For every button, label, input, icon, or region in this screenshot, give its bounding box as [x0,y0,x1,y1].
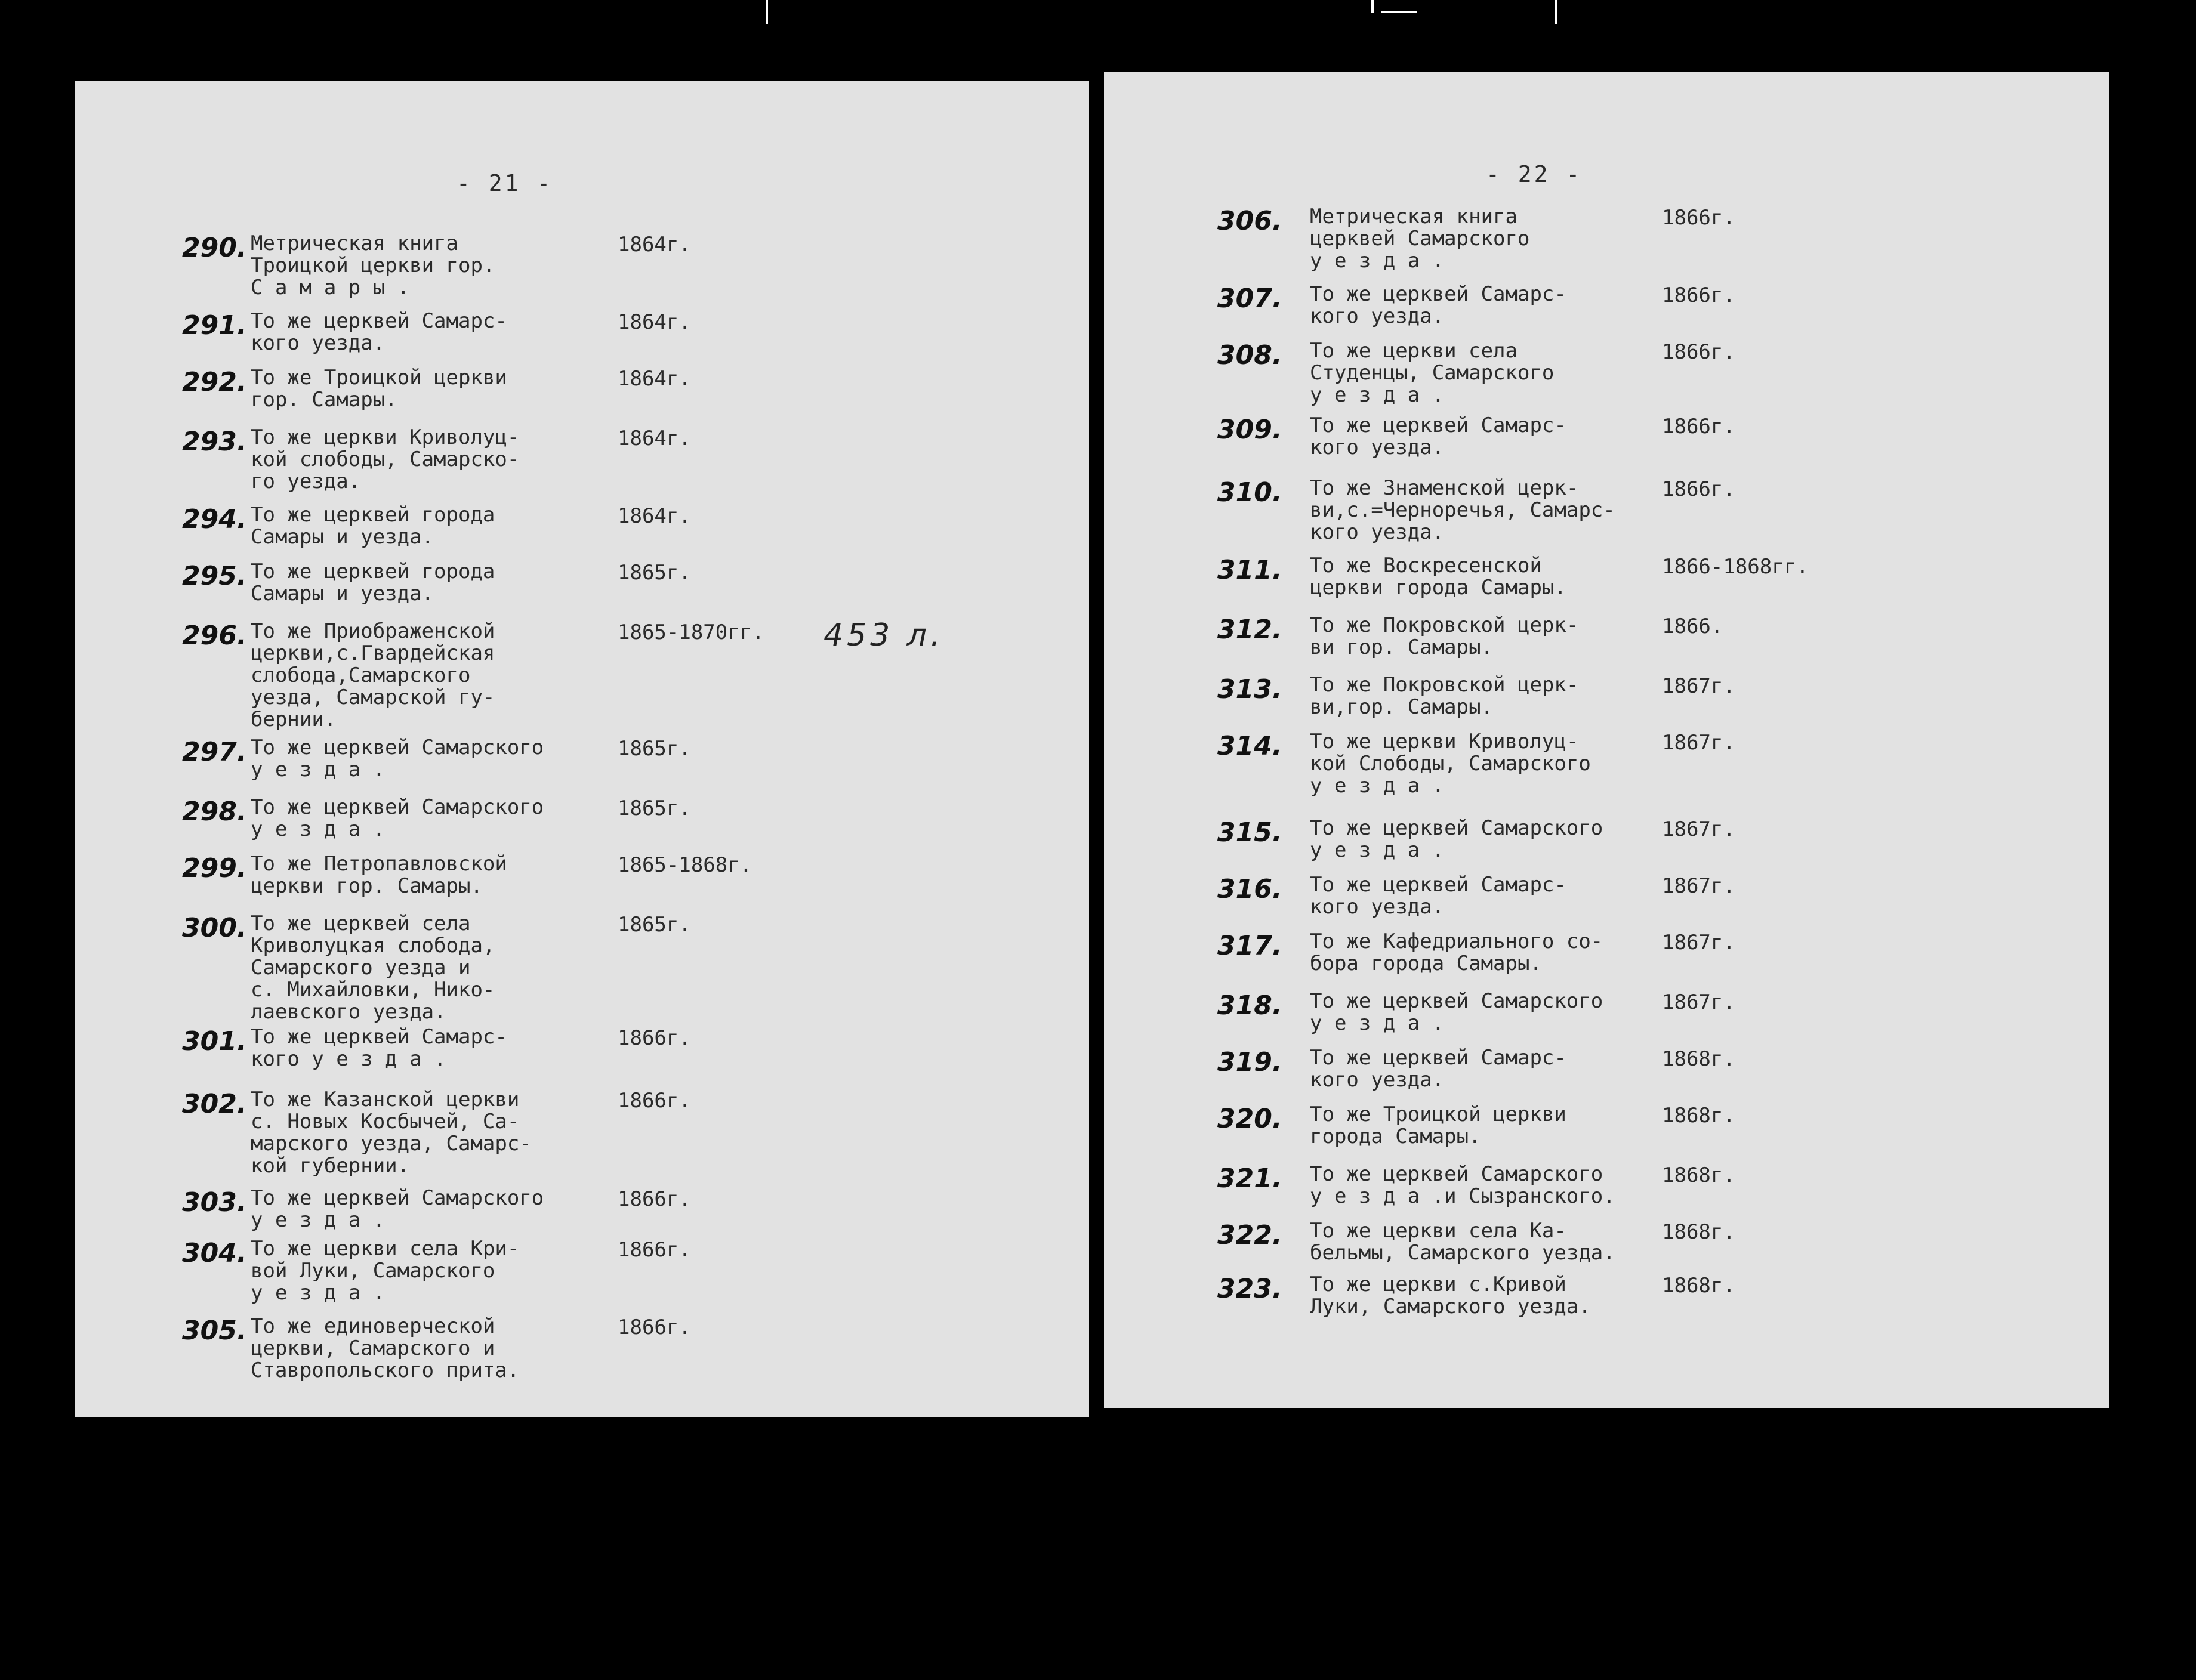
entry-year: 1865г. [618,561,691,585]
entry-number: 297. [182,737,247,767]
entry-description: То же церквей Самарского у е з д а . [1310,989,1603,1035]
entry-year: 1866г. [618,1026,691,1050]
entry-number: 308. [1217,340,1282,370]
entry-year: 1866г. [1662,477,1735,501]
entry-number: 300. [182,913,247,943]
entry-year: 1867г. [1662,674,1735,698]
entry-number: 319. [1217,1047,1282,1077]
top-edge-mark [1555,0,1557,24]
entry-description: То же церквей Самарс- кого уезда. [1310,873,1566,919]
entry-description: То же церквей Самарского у е з д а . [1310,816,1603,862]
entry-number: 306. [1217,206,1282,236]
entry-year: 1868г. [1662,1047,1735,1071]
entry-description: То же церкви с.Кривой Луки, Самарского уезда. [1310,1273,1591,1318]
entry-description: То же Казанской церкви с. Новых Косбычей, Са- марского уезда, Самарс- кой губернии. [251,1088,532,1178]
entry-number: 304. [182,1238,247,1268]
entry-description: То же церквей Самарс- кого уезда. [1310,413,1566,459]
entry-number: 293. [182,427,247,457]
entry-year: 1865г. [618,913,691,937]
entry-number: 314. [1217,731,1282,761]
entry-description: То же Троицкой церкви гор. Самары. [251,366,507,412]
entry-number: 294. [182,504,247,535]
entry-number: 311. [1217,555,1282,585]
entry-year: 1867г. [1662,931,1735,955]
page-number: - 22 - [1486,161,1583,187]
entry-description: То же Знаменской церк- ви,с.=Черноречья, Самарс- кого уезда. [1310,476,1615,544]
entry-year: 1865г. [618,796,691,820]
handwritten-sheet-count: 453 л. [824,617,944,653]
entry-number: 305. [182,1315,247,1346]
entry-year: 1868г. [1662,1163,1735,1187]
entry-description: То же церкви Криволуц- кой Слободы, Самарского у е з д а . [1310,730,1591,798]
entry-number: 322. [1217,1220,1282,1250]
entry-year: 1866г. [1662,415,1735,438]
entry-number: 320. [1217,1104,1282,1134]
entry-description: То же Троицкой церкви города Самары. [1310,1102,1566,1148]
entry-description: То же церквей села Криволуцкая слобода, Самарского уезда и с. Михайловки, Нико- лаевского уезда. [251,912,495,1024]
entry-year: 1864г. [618,367,691,391]
left-page [75,81,1089,1417]
entry-year: 1866-1868гг. [1662,555,1809,579]
top-edge-mark [1371,0,1374,13]
entry-description: То же церквей Самарского у е з д а . [251,1186,544,1232]
entry-year: 1866г. [618,1315,691,1339]
entry-description: То же Воскресенской церкви города Самары. [1310,554,1566,600]
entry-number: 296. [182,620,247,651]
entry-description: То же церквей Самарского у е з д а . [251,736,544,782]
entry-description: То же церквей Самарс- кого уезда. [1310,282,1566,328]
entry-number: 301. [182,1026,247,1057]
entry-description: То же Покровской церк- ви,гор. Самары. [1310,673,1579,719]
entry-year: 1867г. [1662,990,1735,1014]
entry-number: 295. [182,561,247,591]
entry-year: 1864г. [618,504,691,528]
entry-description: То же церквей Самарс- кого уезда. [1310,1046,1566,1092]
entry-number: 317. [1217,931,1282,961]
entry-number: 299. [182,853,247,884]
entry-number: 321. [1217,1163,1282,1194]
entry-description: То же церквей города Самары и уезда. [251,560,495,606]
entry-description: То же церквей Самарс- кого у е з д а . [251,1025,507,1071]
entry-year: 1868г. [1662,1274,1735,1298]
entry-description: То же Петропавловской церкви гор. Самары. [251,852,507,898]
entry-year: 1867г. [1662,731,1735,755]
right-page [1104,72,2109,1408]
entry-year: 1867г. [1662,817,1735,841]
entry-year: 1866. [1662,614,1723,638]
entry-description: То же церкви села Кри- вой Луки, Самарского у е з д а . [251,1237,520,1305]
entry-year: 1865-1868г. [618,853,752,877]
entry-number: 292. [182,367,247,397]
entry-year: 1865г. [618,737,691,761]
entry-description: То же церкви села Ка- бельмы, Самарского уезда. [1310,1219,1615,1265]
entry-description: Метрическая книга церквей Самарского у е з д а . [1310,205,1530,273]
top-edge-mark [766,0,768,24]
entry-description: То же церквей Самарского у е з д а . [251,795,544,841]
entry-year: 1864г. [618,310,691,334]
entry-description: То же церкви села Студенцы, Самарского у е з д а . [1310,339,1555,407]
entry-number: 298. [182,796,247,827]
entry-year: 1867г. [1662,874,1735,898]
entry-description: То же церкви Криволуц- кой слободы, Самарско- го уезда. [251,425,520,493]
entry-number: 302. [182,1089,247,1119]
entry-number: 290. [182,233,247,263]
entry-number: 309. [1217,415,1282,445]
entry-number: 313. [1217,674,1282,705]
entry-year: 1864г. [618,233,691,257]
entry-number: 312. [1217,614,1282,645]
entry-number: 318. [1217,990,1282,1021]
entry-description: То же Кафедриального со- бора города Самары. [1310,929,1603,975]
entry-year: 1866г. [1662,340,1735,364]
top-edge-mark [1381,11,1417,13]
entry-year: 1866г. [618,1089,691,1113]
entry-number: 323. [1217,1274,1282,1304]
entry-number: 291. [182,310,247,341]
entry-description: То же единоверческой церкви, Самарского и Ставропольского прита. [251,1314,520,1382]
entry-description: То же Приображенской церкви,с.Гвардейская слобода,Самарского уезда, Самарской гу- бернии. [251,619,495,731]
entry-description: То же церквей Самарского у е з д а .и Сызранского. [1310,1162,1615,1208]
entry-description: То же Покровской церк- ви гор. Самары. [1310,613,1579,659]
entry-year: 1868г. [1662,1104,1735,1128]
entry-description: То же церквей города Самары и уезда. [251,503,495,549]
entry-description: Метрическая книга Троицкой церкви гор. С а м а р ы . [251,231,495,299]
entry-number: 310. [1217,477,1282,508]
entry-year: 1866г. [1662,283,1735,307]
entry-year: 1868г. [1662,1220,1735,1244]
entry-number: 316. [1217,874,1282,904]
entry-number: 315. [1217,817,1282,848]
entry-number: 303. [182,1187,247,1218]
entry-number: 307. [1217,283,1282,314]
page-number: - 21 - [457,170,553,196]
entry-year: 1865-1870гг. [618,620,764,644]
entry-year: 1864г. [618,427,691,450]
entry-description: То же церквей Самарс- кого уезда. [251,309,507,355]
entry-year: 1866г. [618,1238,691,1262]
entry-year: 1866г. [618,1187,691,1211]
entry-year: 1866г. [1662,206,1735,230]
